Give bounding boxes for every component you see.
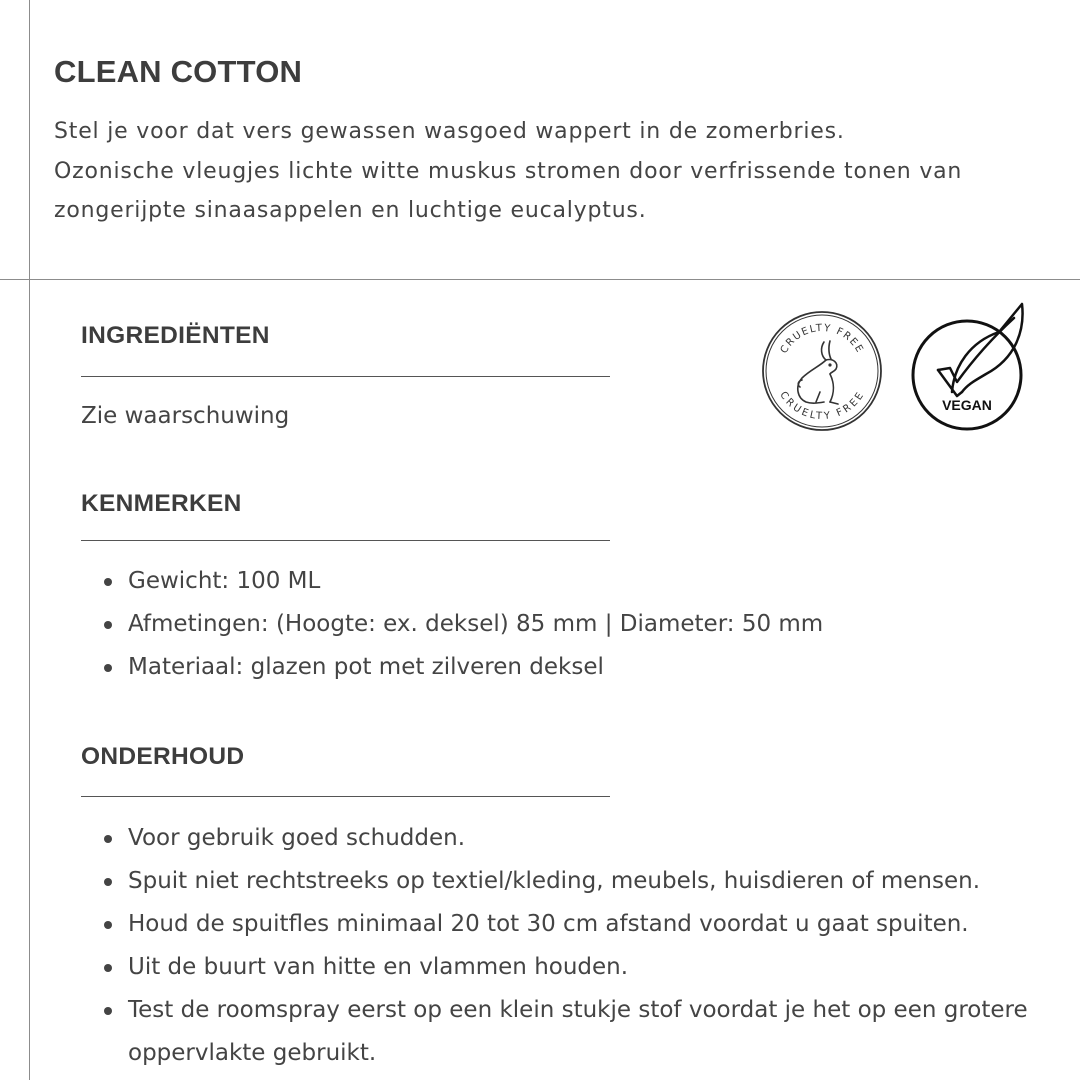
horizontal-divider xyxy=(0,279,1080,280)
rabbit-icon xyxy=(798,341,838,404)
list-item: Spuit niet rechtstreeks op textiel/kleding, meubels, huisdieren of mensen. xyxy=(81,860,1048,903)
ingredients-text: Zie waarschuwing xyxy=(81,403,290,429)
product-title: CLEAN COTTON xyxy=(54,54,303,89)
ingredients-section xyxy=(81,322,610,350)
list-item: Materiaal: glazen pot met zilveren deksel xyxy=(81,646,823,689)
care-list xyxy=(81,817,1048,1075)
ingredients-rule xyxy=(81,376,610,377)
vertical-divider xyxy=(29,0,30,1080)
features-rule xyxy=(81,540,610,541)
ingredients-heading: INGREDIËNTEN xyxy=(81,322,270,349)
features-heading: KENMERKEN xyxy=(81,490,242,517)
list-item: Voor gebruik goed schudden. xyxy=(81,817,1048,860)
description-line: zongerijpte sinaasappelen en luchtige eucalyptus. xyxy=(54,198,647,223)
list-item: Houd de spuitfles minimaal 20 tot 30 cm afstand voordat u gaat spuiten. xyxy=(81,903,1048,946)
list-item: Afmetingen: (Hoogte: ex. deksel) 85 mm | Diameter: 50 mm xyxy=(81,603,823,646)
cruelty-free-top-text: CRUELTY FREE xyxy=(778,322,866,356)
care-rule xyxy=(81,796,610,797)
cruelty-free-badge xyxy=(760,308,884,434)
list-item: Test de roomspray eerst op een klein stukje stof voordat je het op een grotere oppervlakte gebruikt. xyxy=(81,989,1048,1075)
care-section xyxy=(81,743,610,771)
leaf-check-icon xyxy=(938,304,1023,396)
vegan-badge xyxy=(910,302,1028,432)
product-description xyxy=(54,112,1064,231)
list-item: Gewicht: 100 ML xyxy=(81,560,823,603)
vegan-label: VEGAN xyxy=(942,397,992,413)
list-item: Uit de buurt van hitte en vlammen houden. xyxy=(81,946,1048,989)
description-line: Ozonische vleugjes lichte witte muskus stromen door verfrissende tonen van xyxy=(54,158,963,184)
features-section xyxy=(81,490,610,518)
cruelty-free-bottom-text: CRUELTY FREE xyxy=(776,390,868,423)
care-heading: ONDERHOUD xyxy=(81,743,245,770)
features-list xyxy=(81,560,823,689)
description-line: Stel je voor dat vers gewassen wasgoed wappert in de zomerbries. xyxy=(54,119,845,144)
